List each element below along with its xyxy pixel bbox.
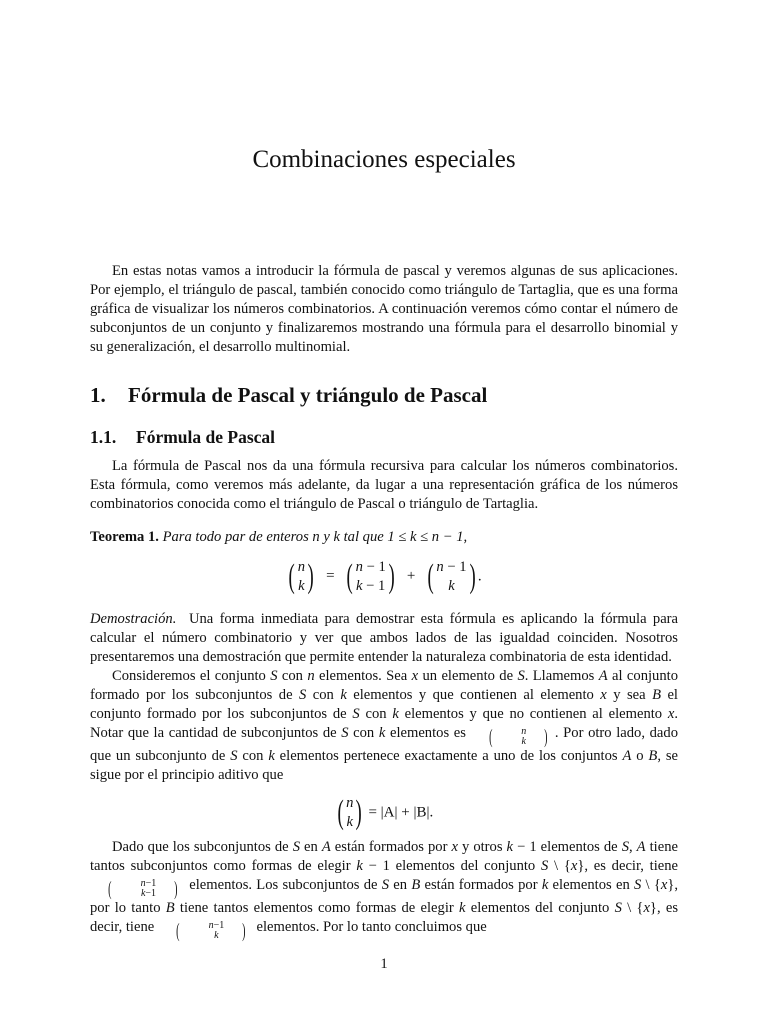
binom-n1-k: ( n − 1 k ) <box>427 558 476 595</box>
pascal-formula: ( n k ) = ( n − 1 k − 1 ) + ( n − 1 k ) . <box>90 558 678 596</box>
theorem <box>90 528 678 547</box>
binom-n-k: ( n k ) <box>288 558 314 595</box>
subsection-title: Fórmula de Pascal <box>136 427 276 447</box>
section-heading-1 <box>90 383 487 408</box>
proof-text: Una forma inmediata para demostrar esta fórmula es aplicando la fórmula para calcular el número combinatorio y ver que ambos lados de las igualdad coinciden. Nosotros presentaremos una demostración que permite entender la naturaleza combinatoria de esta identidad. <box>90 611 679 665</box>
theorem-label: Teorema 1. <box>90 529 159 545</box>
section-title: Fórmula de Pascal y triángulo de Pascal <box>128 383 488 407</box>
additive-principle-formula <box>90 794 678 832</box>
binom-n1-k1: ( n − 1 k − 1 ) <box>346 558 395 595</box>
pascal-intro-paragraph: La fórmula de Pascal nos da una fórmula recursiva para calcular los números combinatorios. Esta fórmula, como veremos más adelante, da lugar a una representación gráfica de los números combinatorios conocida como el triángulo de Pascal o triángulo de Tartaglia. <box>90 458 678 512</box>
proof-paragraph-1 <box>90 610 678 667</box>
proof-paragraph-3: Dado que los subconjuntos de S en A están formados por x y otros k − 1 elementos de S, A tiene tantos subconjuntos como formas de elegir k − 1 elementos del conjunto S \ {x}, es decir, tiene ( n−1 k−1 ) elementos. Los subconjuntos de S en B están formados por k elementos en S \ {x}, por lo tanto B tiene tantos elementos como formas de elegir k elementos del conjunto S \ {x}, es decir, tiene ( n−1 k ) elementos. Por lo tanto concluimos que <box>90 839 679 942</box>
inline-binom-n1-k: ( n−1 k ) <box>176 920 246 942</box>
subsection-heading-1-1 <box>90 427 275 448</box>
intro-paragraph: En estas notas vamos a introducir la fórmula de pascal y veremos algunas de sus aplicaciones. Por ejemplo, el triángulo de pascal, también conocido como triángulo de Tartaglia, que es una forma gráfica de visualizar los números combinatorios. A continuación veremos cómo contar el número de subconjuntos de un conjunto y finalizaremos mostrando una fórmula para el desarrollo binomial y su generalización, el desarrollo multinomial. <box>90 263 678 355</box>
additive-rhs: = |A| + |B|. <box>368 804 434 821</box>
subsection-number: 1.1. <box>90 427 117 447</box>
inline-binom-n1-k1: ( n−1 k−1 ) <box>108 878 178 900</box>
section-number: 1. <box>90 383 106 407</box>
proof-label: Demostración. <box>90 611 177 627</box>
page-number: 1 <box>380 956 388 972</box>
proof-paragraph-2: Consideremos el conjunto S con n elementos. Sea x un elemento de S. Llamemos A al conjunto formado por los subconjuntos de S con k elementos y que contienen al elemento x y sea B el conjunto formado por los subconjuntos de S con k elementos y que no contienen al elemento x. Notar que la cantidad de subconjuntos de S con k elementos es ( n k ) . Por otro lado, dado que un subconjunto de S con k elementos pertenece exactamente a uno de los conjuntos A o B, se sigue por el principio aditivo que <box>90 668 679 783</box>
document-title: Combinaciones especiales <box>252 146 516 173</box>
binom-n-k-2: ( n k ) <box>337 794 363 831</box>
inline-binom-n-k: ( n k ) <box>488 726 548 748</box>
theorem-statement: Para todo par de enteros n y k tal que 1 ≤ k ≤ n − 1, <box>162 529 468 545</box>
